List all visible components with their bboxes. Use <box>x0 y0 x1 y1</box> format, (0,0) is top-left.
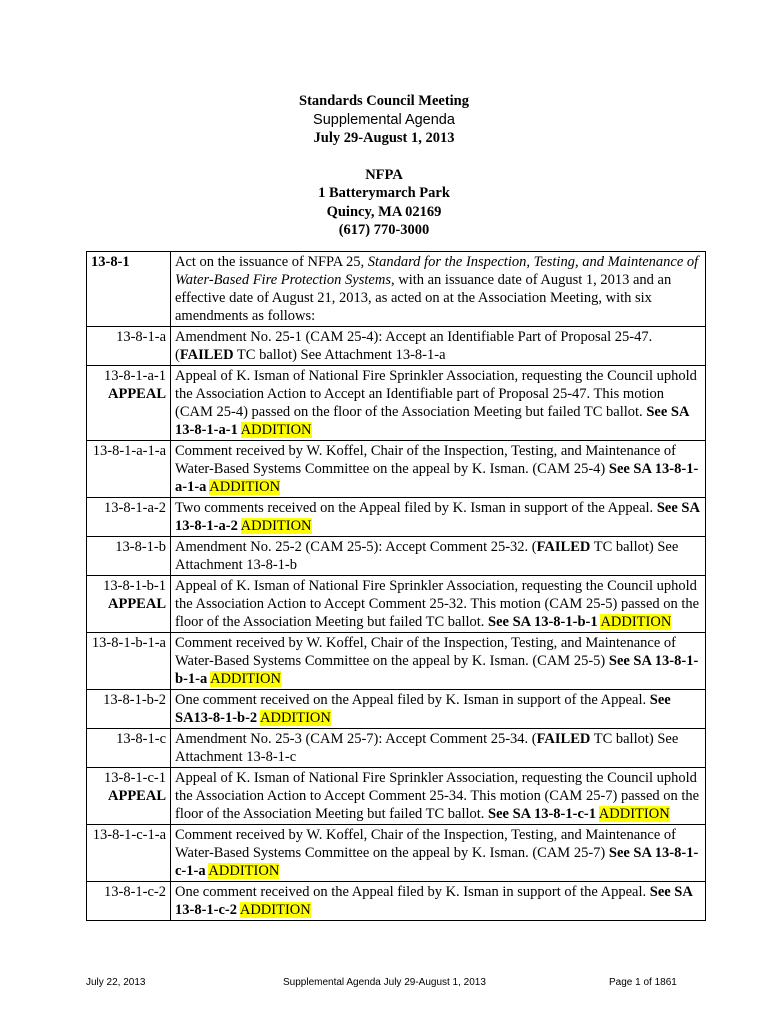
agenda-item-id <box>87 327 171 366</box>
appeal-label: APPEAL <box>108 596 166 612</box>
agenda-row <box>87 576 706 633</box>
agenda-item-description: One comment received on the Appeal filed by K. Isman in support of the Appeal. See SA13-8-1-b-2 ADDITION <box>171 690 706 729</box>
agenda-item-description: Amendment No. 25-3 (CAM 25-7): Accept Comment 25-34. (FAILED TC ballot) See Attachment 13-8-1-c <box>171 729 706 768</box>
agenda-item-description: Amendment No. 25-1 (CAM 25-4): Accept an Identifiable Part of Proposal 25-47. (FAILED TC ballot) See Attachment 13-8-1-a <box>171 327 706 366</box>
agenda-item-description: Amendment No. 25-2 (CAM 25-5): Accept Comment 25-32. (FAILED TC ballot) See Attachment 13-8-1-b <box>171 537 706 576</box>
agenda-table <box>86 251 706 921</box>
agenda-item-id <box>87 633 171 690</box>
agenda-item-description: Act on the issuance of NFPA 25, Standard for the Inspection, Testing, and Maintenance of Water-Based Fire Protection Systems, with an issuance date of August 1, 2013 and an effective date of August 21, 2013, as acted on at the Association Meeting, with six amendments as follows: <box>171 252 706 327</box>
footer-title: Supplemental Agenda July 29-August 1, 2013 <box>283 977 486 988</box>
agenda-item-id <box>87 441 171 498</box>
agenda-item-id <box>87 690 171 729</box>
meeting-dates: July 29-August 1, 2013 <box>313 130 455 146</box>
item-number: 13-8-1-c-1-a <box>92 827 166 843</box>
item-number: 13-8-1-b-1 <box>103 578 166 594</box>
agenda-row <box>87 327 706 366</box>
item-number: 13-8-1-a <box>116 329 166 345</box>
agenda-item-description: Comment received by W. Koffel, Chair of the Inspection, Testing, and Maintenance of Water-Based Systems Committee on the appeal by K. Isman. (CAM 25-7) See SA 13-8-1-c-1-a ADDITION <box>171 825 706 882</box>
agenda-row <box>87 498 706 537</box>
address-line-1: 1 Batterymarch Park <box>318 185 450 201</box>
agenda-item-id <box>87 252 171 327</box>
agenda-item-id <box>87 882 171 921</box>
agenda-subtitle: Supplemental Agenda <box>313 111 455 128</box>
item-number: 13-8-1-c-1 <box>103 770 166 786</box>
appeal-label: APPEAL <box>108 386 166 402</box>
agenda-item-description: Appeal of K. Isman of National Fire Sprinkler Association, requesting the Council uphold the Association Action to Accept an Identifiable part of Proposal 25-47. This motion (CAM 25-4) passed on the floor of the Association Meeting but failed TC ballot. See SA 13-8-1-a-1 ADDITION <box>171 366 706 441</box>
agenda-row <box>87 633 706 690</box>
agenda-item-id <box>87 768 171 825</box>
item-number: 13-8-1-b-2 <box>103 692 166 708</box>
appeal-label: APPEAL <box>108 788 166 804</box>
footer-date: July 22, 2013 <box>86 977 146 988</box>
item-number: 13-8-1-b-1-a <box>91 635 166 651</box>
agenda-item-description: Two comments received on the Appeal filed by K. Isman in support of the Appeal. See SA 13-8-1-a-2 ADDITION <box>171 498 706 537</box>
agenda-row <box>87 825 706 882</box>
agenda-item-id <box>87 498 171 537</box>
phone-number: (617) 770-3000 <box>338 222 430 238</box>
address-line-2: Quincy, MA 02169 <box>326 203 442 220</box>
agenda-row <box>87 690 706 729</box>
agenda-item-id <box>87 537 171 576</box>
item-number: 13-8-1-b <box>115 539 166 555</box>
agenda-row <box>87 729 706 768</box>
agenda-item-description: Comment received by W. Koffel, Chair of the Inspection, Testing, and Maintenance of Water-Based Systems Committee on the appeal by K. Isman. (CAM 25-5) See SA 13-8-1-b-1-a ADDITION <box>171 633 706 690</box>
item-number: 13-8-1 <box>91 254 130 270</box>
agenda-row <box>87 441 706 498</box>
agenda-item-description: One comment received on the Appeal filed by K. Isman in support of the Appeal. See SA 13-8-1-c-2 ADDITION <box>171 882 706 921</box>
item-number: 13-8-1-a-2 <box>103 500 166 516</box>
agenda-row <box>87 366 706 441</box>
org-name: NFPA <box>365 166 403 183</box>
agenda-item-id <box>87 576 171 633</box>
item-number: 13-8-1-c-2 <box>103 884 166 900</box>
agenda-item-description: Comment received by W. Koffel, Chair of the Inspection, Testing, and Maintenance of Water-Based Systems Committee on the appeal by K. Isman. (CAM 25-4) See SA 13-8-1-a-1-a ADDITION <box>171 441 706 498</box>
agenda-item-description: Appeal of K. Isman of National Fire Sprinkler Association, requesting the Council uphold the Association Action to Accept Comment 25-32. This motion (CAM 25-5) passed on the floor of the Association Meeting but failed TC ballot. See SA 13-8-1-b-1 ADDITION <box>171 576 706 633</box>
agenda-item-id <box>87 366 171 441</box>
document-header <box>0 92 768 240</box>
agenda-row <box>87 768 706 825</box>
agenda-row <box>87 252 706 327</box>
agenda-item-id <box>87 729 171 768</box>
agenda-row <box>87 537 706 576</box>
footer-page-number: Page 1 of 1861 <box>609 977 677 988</box>
item-number: 13-8-1-c <box>116 731 166 747</box>
meeting-title: Standards Council Meeting <box>299 93 469 109</box>
agenda-item-description: Appeal of K. Isman of National Fire Sprinkler Association, requesting the Council uphold the Association Action to Accept Comment 25-34. This motion (CAM 25-7) passed on the floor of the Association Meeting but failed TC ballot. See SA 13-8-1-c-1 ADDITION <box>171 768 706 825</box>
item-number: 13-8-1-a-1 <box>103 368 166 384</box>
item-number: 13-8-1-a-1-a <box>92 443 166 459</box>
agenda-item-id <box>87 825 171 882</box>
agenda-row <box>87 882 706 921</box>
